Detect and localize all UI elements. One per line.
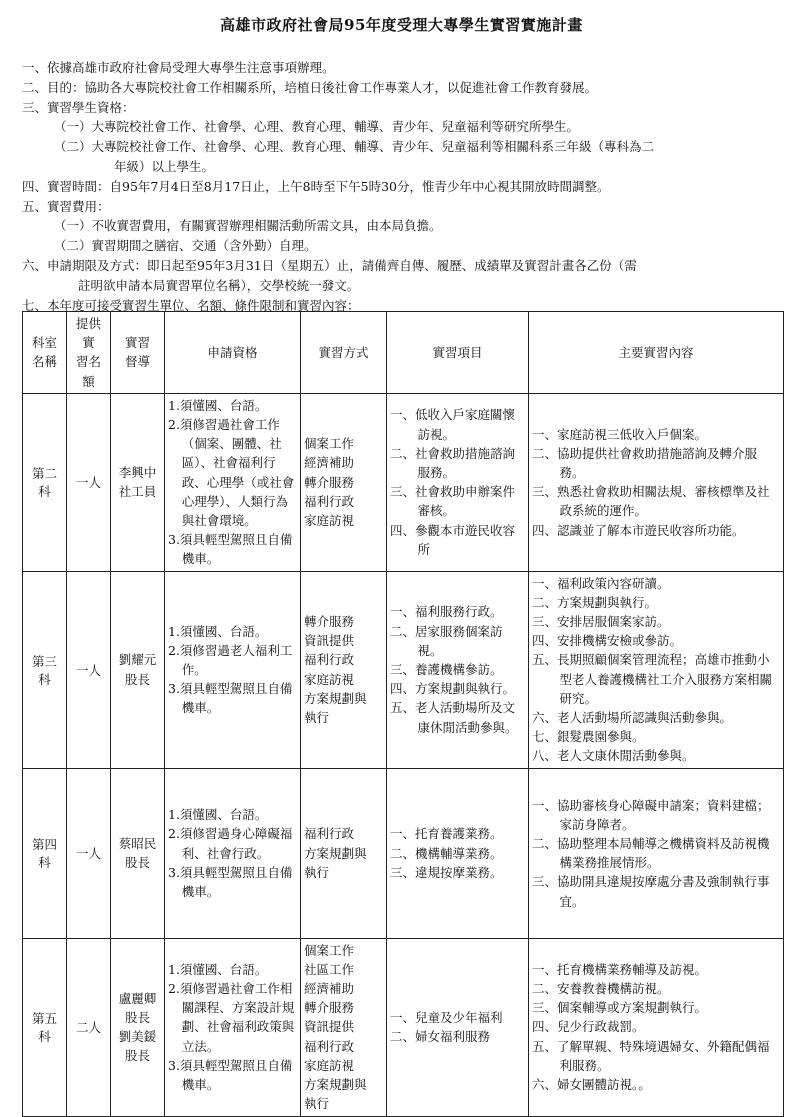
item-entry: 二、婦女福利服務 (390, 1029, 491, 1045)
intro-line: （一）不收實習費用，有關實習辦理相關活動所需文具，由本局負擔。 (54, 218, 442, 234)
method-item: 家庭訪視 (304, 1057, 355, 1073)
unit-cell: 第四科 (23, 768, 67, 938)
content-entry: 三、個案輔導或方案規劃執行。 (532, 1000, 708, 1016)
supervisor-line: 盧麗卿 (118, 990, 157, 1006)
qualification-item: 3.須具輕型駕照且自備機車。 (168, 681, 293, 716)
method-item: 執行 (304, 1096, 330, 1112)
method-item: 社區工作 (304, 961, 355, 977)
method-item: 方案規劃與 (304, 845, 367, 861)
content-cell (529, 938, 784, 1116)
method-item: 福利行政 (304, 493, 355, 509)
intro-line: 二、目的：協助各大專院校社會工作相關系所，培植日後社會工作專業人才，以促進社會工作教育發展。 (22, 79, 598, 95)
qualification-item: 3.須具輕型駕照且自備機車。 (168, 532, 293, 567)
content-entry: 六、老人活動場所認識與活動參與。 (532, 710, 733, 726)
method-item: 資訊提供 (304, 633, 355, 649)
supervisor-cell (111, 393, 165, 571)
intro-line: 一、依據高雄市政府社會局受理大專學生注意事項辦理。 (22, 60, 335, 75)
content-entry: 三、協助開具違規按摩處分書及強制執行事宜。 (532, 874, 770, 909)
qualification-cell (165, 393, 301, 571)
intro-section (22, 58, 792, 315)
method-item: 福利行政 (304, 826, 355, 842)
content-entry: 二、協助整理本局輔導之機構資料及訪視機構業務推展情形。 (532, 835, 770, 871)
table-header-row (23, 312, 784, 394)
qualification-item: 2.須修習過社會工作相關課程、方案設計規劃、社會福利政策與立法。 (168, 981, 295, 1054)
item-entry: 二、居家服務個案訪視。 (390, 623, 503, 658)
content-entry: 一、協助審核身心障礙申請案；資料建檔；家訪身障者。 (532, 797, 770, 832)
item-entry: 三、養護機構參訪。 (390, 662, 503, 678)
intro-line: 六、申請期限及方式：即日起至95年3月31日（星期五）止，請備齊自傳、履歷、成績單及實習計畫各乙份（需 (22, 257, 637, 273)
content-entry: 七、銀髮農園參與。 (532, 729, 645, 745)
content-entry: 一、家庭訪視三低收入戶個案。 (532, 426, 708, 442)
method-item: 方案規劃與 (304, 690, 367, 706)
quota-cell: 一人 (67, 768, 111, 938)
intro-line: 年級）以上學生。 (114, 158, 215, 174)
item-entry: 三、違規按摩業務。 (390, 864, 503, 880)
items-cell (387, 768, 529, 938)
supervisor-line: 股長 (124, 671, 150, 687)
qualification-item: 1.須懂國、台語。 (168, 623, 268, 639)
item-entry: 五、老人活動場所及文康休閒活動參與。 (390, 700, 518, 735)
method-cell (301, 393, 387, 571)
unit-cell: 第二科 (23, 393, 67, 571)
method-cell (301, 571, 387, 768)
quota-cell: 二人 (67, 938, 111, 1116)
method-item: 執行 (304, 710, 330, 726)
content-entry: 六、婦女團體訪視。。 (532, 1077, 651, 1093)
content-entry: 二、安養教養機構訪視。 (532, 981, 670, 997)
intro-line: （二）實習期間之膳宿、交通（含外勤）自理。 (54, 238, 317, 254)
content-entry: 二、協助提供社會救助措施諮詢及轉介服務。 (532, 445, 758, 481)
method-item: 個案工作 (304, 436, 355, 452)
method-item: 轉介服務 (304, 1000, 355, 1016)
qualification-item: 2.須修習過身心障礙福利、社會行政。 (168, 826, 293, 861)
header-method: 實習方式 (301, 312, 387, 394)
quota-cell: 一人 (67, 393, 111, 571)
qualification-cell (165, 938, 301, 1116)
content-entry: 四、認識並了解本市遊民收容所功能。 (532, 522, 745, 538)
method-item: 方案規劃與 (304, 1077, 367, 1093)
item-entry: 一、低收入戶家庭關懷訪視。 (390, 407, 516, 442)
method-item: 福利行政 (304, 1038, 355, 1054)
qualification-item: 2.須修習過老人福利工作。 (168, 642, 293, 678)
method-cell (301, 768, 387, 938)
supervisor-line: 股長 (124, 1048, 150, 1064)
items-cell (387, 393, 529, 571)
content-entry: 三、熟悉社會救助相關法規、審核標準及社政系統的運作。 (532, 484, 770, 519)
content-entry: 四、兒少行政裁罰。 (532, 1019, 645, 1035)
intro-line: 五、實習費用： (22, 198, 110, 214)
table-row (23, 571, 784, 768)
content-entry: 二、方案規劃與執行。 (532, 594, 658, 610)
item-entry: 一、托育養護業務。 (390, 826, 503, 842)
table-row (23, 768, 784, 938)
intro-line: 三、實習學生資格： (22, 99, 135, 115)
header-content: 主要實習內容 (529, 312, 784, 394)
supervisor-cell (111, 938, 165, 1116)
method-item: 福利行政 (304, 652, 355, 668)
item-entry: 一、福利服務行政。 (390, 604, 503, 620)
table-row (23, 393, 784, 571)
method-item: 家庭訪視 (304, 513, 355, 529)
qualification-item: 1.須懂國、台語。 (168, 961, 268, 977)
item-entry: 四、參觀本市遊民收容所 (390, 522, 516, 557)
content-entry: 八、老人文康休閒活動參與。 (532, 748, 695, 764)
content-entry: 五、長期照顧個案管理流程；高雄市推動小型老人養護機構社工介入服務方案相關研究。 (532, 652, 773, 706)
method-item: 執行 (304, 864, 330, 880)
content-entry: 一、托育機構業務輔導及訪視。 (532, 961, 708, 977)
method-item: 資訊提供 (304, 1019, 355, 1035)
intro-line: （一）大專院校社會工作、社會學、心理、教育心理、輔導、青少年、兒童福利等研究所學生。 (54, 119, 580, 135)
supervisor-line: 蔡昭民 (118, 835, 157, 851)
method-item: 轉介服務 (304, 474, 355, 490)
content-entry: 五、了解單親、特殊境遇婦女、外籍配偶福利服務。 (532, 1038, 770, 1073)
intro-line: 七、本年度可接受實習生單位、名額、條件限制和實習內容： (22, 297, 360, 313)
method-item: 家庭訪視 (304, 671, 355, 687)
content-entry: 四、安排機構安檢或參訪。 (532, 633, 683, 649)
header-supervisor: 實習 督導 (111, 312, 165, 394)
quota-cell: 一人 (67, 571, 111, 768)
qualification-item: 1.須懂國、台語。 (168, 397, 268, 413)
items-cell (387, 571, 529, 768)
supervisor-line: 劉美鍰 (118, 1029, 157, 1045)
unit-cell: 第三科 (23, 571, 67, 768)
content-cell (529, 393, 784, 571)
items-cell (387, 938, 529, 1116)
unit-cell: 第五科 (23, 938, 67, 1116)
item-entry: 二、社會救助措施諮詢服務。 (390, 445, 516, 481)
document-title: 高雄市政府社會局95年度受理大專學生實習實施計畫 (220, 16, 583, 34)
supervisor-line: 劉耀元 (118, 652, 157, 668)
qualification-item: 1.須懂國、台語。 (168, 807, 268, 823)
internship-table (22, 311, 784, 1117)
supervisor-line: 社工員 (118, 484, 157, 500)
method-cell (301, 938, 387, 1116)
header-quota: 提供實 習名額 (67, 312, 111, 394)
supervisor-cell (111, 768, 165, 938)
supervisor-line: 股長 (124, 1009, 150, 1025)
supervisor-cell (111, 571, 165, 768)
qualification-cell (165, 571, 301, 768)
item-entry: 三、社會救助申辦案件審核。 (390, 484, 516, 519)
content-cell (529, 768, 784, 938)
intro-line: 註明欲申請本局實習單位名稱），交學校統一發文。 (78, 277, 360, 293)
item-entry: 一、兒童及少年福利 (390, 1009, 503, 1025)
method-item: 經濟補助 (304, 455, 355, 471)
intro-line: 四、實習時間：自95年7月4日至8月17日止，上午8時至下午5時30分，惟青少年中心視其開放時間調整。 (22, 178, 610, 194)
header-items: 實習項目 (387, 312, 529, 394)
content-entry: 一、福利政策內容研讀。 (532, 575, 670, 591)
content-cell (529, 571, 784, 768)
content-entry: 三、安排居服個案家訪。 (532, 614, 670, 630)
method-item: 經濟補助 (304, 981, 355, 997)
supervisor-line: 股長 (124, 855, 150, 871)
qualification-item: 3.須具輕型駕照且自備機車。 (168, 1057, 293, 1093)
header-qualification: 申請資格 (165, 312, 301, 394)
table-row (23, 938, 784, 1116)
method-item: 個案工作 (304, 942, 355, 958)
supervisor-line: 李興中 (118, 465, 157, 481)
method-item: 轉介服務 (304, 614, 355, 630)
header-unit: 科室 名稱 (23, 312, 67, 394)
item-entry: 二、機構輔導業務。 (390, 845, 503, 861)
qualification-item: 2.須修習過社會工作（個案、團體、社區）、社會福利行政、心理學（或社會心理學）、人類行為與社會環境。 (168, 417, 295, 529)
qualification-cell (165, 768, 301, 938)
intro-line: （二）大專院校社會工作、社會學、心理、教育心理、輔導、青少年、兒童福利等相關科系三年級（專科為二 (54, 139, 655, 155)
qualification-item: 3.須具輕型駕照且自備機車。 (168, 864, 293, 899)
item-entry: 四、方案規劃與執行。 (390, 681, 516, 697)
